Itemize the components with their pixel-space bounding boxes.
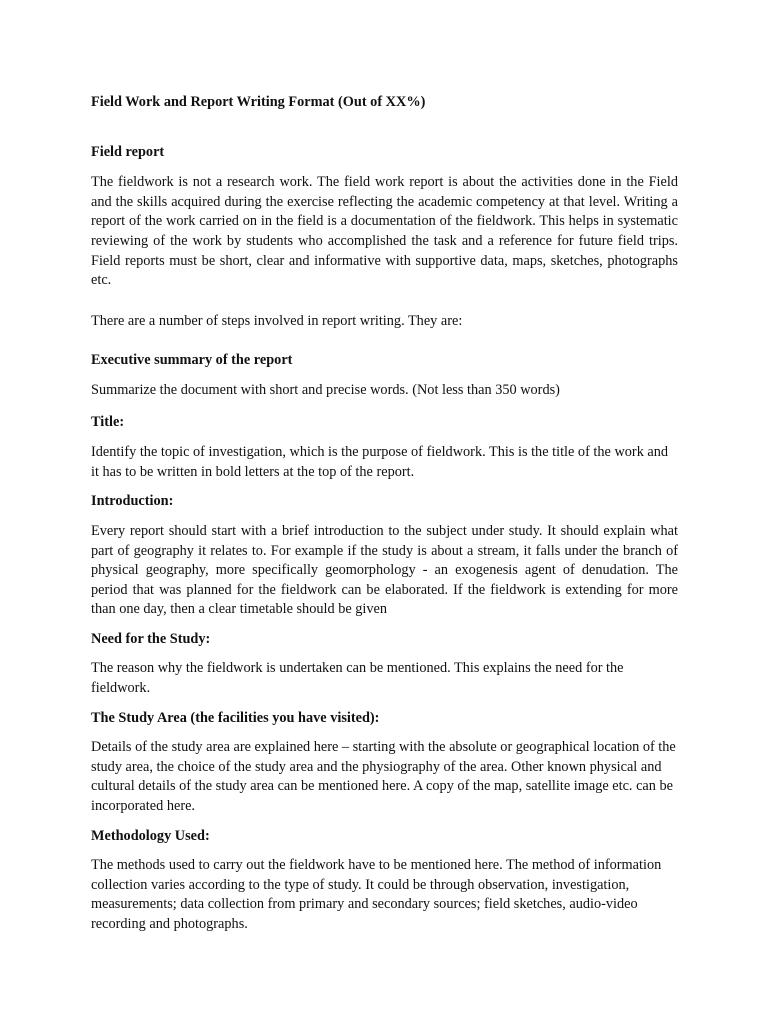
section-paragraph: There are a number of steps involved in report writing. They are: [91, 312, 463, 329]
section-heading: Field report [91, 143, 165, 160]
section-heading: Need for the Study: [91, 630, 211, 647]
section-heading: Executive summary of the report [91, 352, 293, 369]
section-heading: Introduction: [91, 493, 174, 510]
section-paragraph: The reason why the fieldwork is undertaken can be mentioned. This explains the need for the fieldwork. [91, 660, 624, 697]
section-heading: Title: [91, 413, 125, 430]
section-field-report [91, 143, 678, 291]
document-body [91, 93, 678, 945]
document-title: Field Work and Report Writing Format (Out of XX%) [91, 94, 426, 110]
section-steps-intro [91, 312, 678, 332]
section-paragraph: Identify the topic of investigation, which is the purpose of fieldwork. This is the title of the work and it has to be written in bold letters at the top of the report. [91, 444, 669, 480]
section-study-area [91, 709, 678, 817]
section-title [91, 413, 678, 483]
section-paragraph: Summarize the document with short and precise words. (Not less than 350 words) [91, 381, 560, 398]
section-paragraph: The fieldwork is not a research work. The field work report is about the activities done in the Field and the skills acquired during the exercise reflecting the academic competency at that level. Writing a report of the work carried on in the field is a documentation of the fieldwork. This helps in systematic reviewing of the work by students who accomplished the task and a reference for future field trips. Field reports must be short, clear and informative with supportive data, maps, sketches, photographs etc. [91, 174, 678, 289]
section-paragraph: The methods used to carry out the fieldwork have to be mentioned here. The method of information collection varies according to the type of study. It could be through observation, investigation, measurements; data collection from primary and secondary sources; field sketches, audio-video recording and photographs. [91, 857, 662, 932]
section-need-for-study [91, 630, 678, 699]
section-paragraph: Details of the study area are explained here – starting with the absolute or geographical location of the study area, the choice of the study area and the physiography of the area. Other known physical and cultural details of the study area can be mentioned here. A copy of the map, satellite image etc. can be incorporated here. [91, 739, 676, 815]
section-heading: The Study Area (the facilities you have visited): [91, 709, 380, 726]
section-paragraph: Every report should start with a brief introduction to the subject under study. It should explain what part of geography it relates to. For example if the study is about a stream, it falls under the branch of physical geography, more specifically geomorphology - an exogenesis agent of denudation. The period that was planned for the fieldwork can be elaborated. If the fieldwork is extending for more than one day, then a clear timetable should be given [91, 522, 678, 618]
section-introduction [91, 492, 678, 620]
section-methodology [91, 827, 678, 935]
section-executive-summary [91, 351, 678, 400]
section-heading: Methodology Used: [91, 827, 210, 844]
